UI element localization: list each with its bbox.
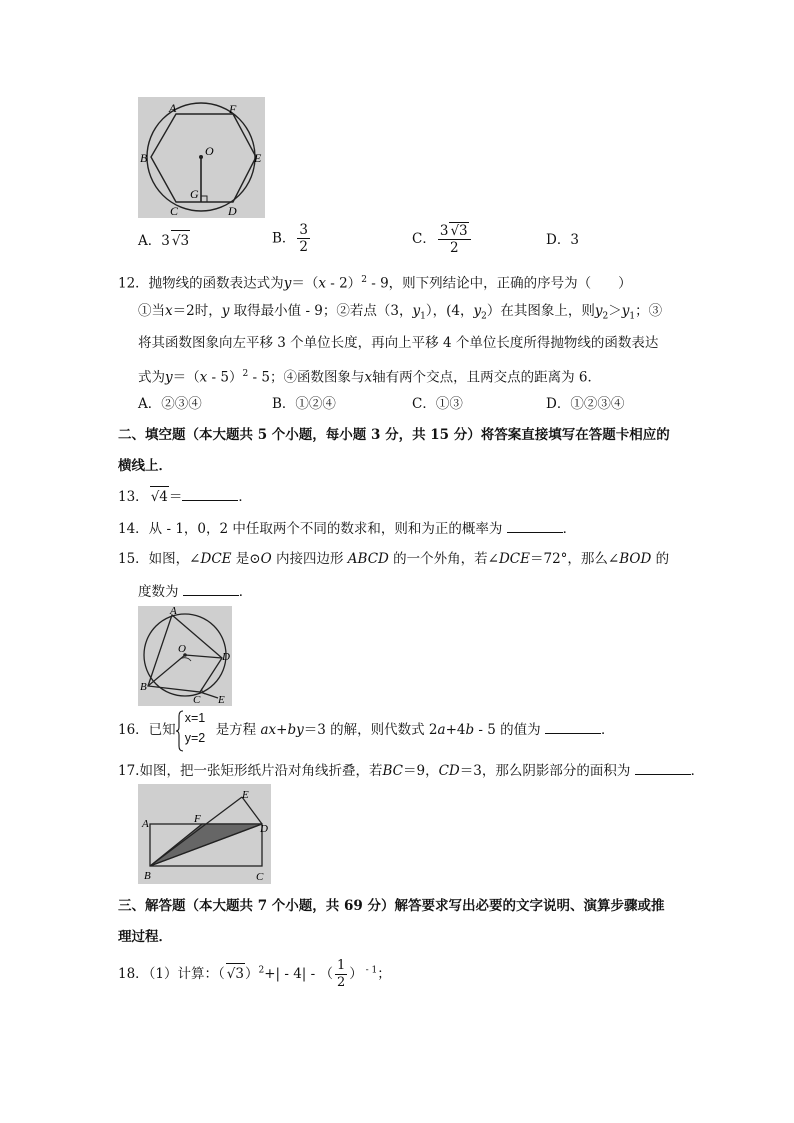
radicand: 3 [459, 223, 468, 239]
q14 [118, 518, 576, 539]
var: a [437, 722, 446, 738]
text: ． [238, 584, 253, 600]
radicand: 4 [159, 489, 168, 505]
sqrt-symbol: √3 [226, 963, 245, 984]
text: 度数为 [138, 584, 183, 600]
option-letter: B． [272, 230, 296, 247]
label-E: E [254, 151, 262, 165]
text: ；③ [635, 303, 663, 319]
q12-line1 [138, 301, 662, 327]
q16 [118, 710, 615, 745]
var: y [473, 303, 482, 319]
label-G: G [190, 187, 199, 201]
numerator: 3 [299, 222, 309, 238]
fraction [438, 222, 471, 256]
q12-stem [118, 270, 632, 294]
text: - 9，则下列结论中，正确的序号为（ ） [366, 275, 632, 292]
var: DCE [498, 551, 530, 567]
label-D: D [222, 651, 230, 663]
text: 12．抛物线的函数表达式为 [118, 275, 284, 292]
q12-line2: 将其函数图象向左平移 3 个单位长度，再向上平移 4 个单位长度所得抛物线的函数表达 [138, 335, 659, 351]
denominator: 2 [449, 240, 459, 256]
text: 取得最小值 - 9；②若点（3， [229, 303, 413, 319]
option-letter: A． [138, 233, 162, 249]
var: y [221, 303, 230, 319]
text: 16．已知 [118, 722, 176, 738]
text: 13． [118, 489, 149, 505]
folded-rectangle-diagram [138, 784, 271, 884]
q11-option-d [546, 230, 579, 250]
label-C: C [170, 204, 179, 218]
q11-option-c [412, 222, 473, 256]
radicand: 3 [235, 966, 244, 982]
fraction [335, 958, 347, 991]
text: 17.如图，把一张矩形纸片沿对角线折叠，若 [118, 763, 383, 779]
section2-heading-line1: 二、填空题（本大题共 5 个小题，每小题 3 分，共 15 分）将答案直接填写在答题卡相应的 [118, 427, 670, 443]
text: ． [562, 521, 577, 537]
var-x: x [318, 275, 326, 292]
q17 [118, 760, 704, 781]
text: ＞ [608, 303, 622, 319]
label-A: A [142, 818, 149, 830]
var: ax [260, 722, 277, 738]
text: ＝（ [291, 275, 319, 292]
var: BC [382, 763, 403, 779]
text: ＝72°，那么∠ [530, 551, 620, 567]
q12-option-d: D．①②③④ [546, 396, 625, 412]
text: 15．如图，∠ [118, 551, 201, 567]
answer-blank[interactable] [635, 760, 691, 775]
label-A: A [170, 606, 177, 617]
exponent: 2 [258, 965, 265, 976]
q12-option-a: A．②③④ [138, 396, 202, 412]
var: x [199, 369, 208, 386]
var: y [412, 303, 421, 319]
text: ＝3 的解，则代数式 2 [303, 722, 438, 738]
exponent: 2 [242, 369, 249, 379]
var: y [621, 303, 630, 319]
label-A: A [169, 101, 177, 115]
text: ； [377, 966, 391, 982]
fraction [297, 222, 310, 255]
var: y [165, 369, 173, 386]
text: 的 [651, 551, 670, 567]
text: ）在其图象上，则 [486, 303, 595, 319]
text: + [276, 722, 288, 738]
radicand: 3 [180, 233, 190, 249]
text: ． [238, 489, 252, 505]
label-O: O [205, 144, 214, 158]
var: O [260, 551, 272, 567]
option-letter: C． [412, 231, 436, 247]
exponent: 2 [361, 275, 367, 285]
q13 [118, 486, 252, 507]
q15-figure [138, 606, 232, 706]
coefficient: 3 [439, 223, 449, 239]
q18 [118, 958, 391, 991]
sqrt-symbol: √3 [171, 230, 190, 251]
text: +4 [445, 722, 466, 738]
text: - 5；④函数图象与 [248, 369, 365, 386]
q12-option-b: B．①②④ [272, 396, 336, 412]
var: b [465, 722, 475, 738]
cyclic-quadrilateral-diagram [138, 606, 232, 706]
var-y: y [283, 275, 292, 292]
numerator: 1 [337, 958, 346, 973]
text: - 2） [325, 275, 362, 292]
section2-heading-line2: 横线上． [118, 458, 172, 474]
option-value: 3 [570, 232, 579, 248]
text: 轴有两个交点，且两交点的距离为 6． [372, 369, 601, 386]
answer-blank[interactable] [182, 486, 238, 501]
text: 18．（1）计算：（ [118, 966, 225, 982]
exponent: - 1 [362, 965, 378, 976]
text: - 5） [207, 369, 243, 386]
q11-option-b [272, 222, 312, 255]
text: - 5 的值为 [474, 722, 545, 738]
text: ＝3，那么阴影部分的面积为 [459, 763, 635, 779]
var: x [364, 369, 373, 386]
brace-icon [176, 710, 184, 752]
label-C: C [193, 694, 201, 706]
q12-line3 [138, 364, 601, 388]
text: 内接四边形 [271, 551, 348, 567]
label-F: F [229, 102, 237, 116]
label-D: D [260, 823, 268, 835]
label-D: D [228, 204, 237, 218]
q11-figure [138, 97, 265, 218]
text: ），(4， [425, 303, 474, 319]
label-E: E [218, 694, 225, 706]
label-B: B [140, 151, 148, 165]
equation-system [176, 710, 216, 745]
text: 是⊙ [231, 551, 261, 567]
subscript: 1 [420, 311, 426, 322]
answer-blank[interactable] [545, 719, 601, 734]
option-letter: D． [546, 232, 571, 248]
system-line-2: y=2 [184, 730, 206, 745]
var: ABCD [347, 551, 389, 567]
q15-line1 [118, 549, 669, 569]
var: DCE [200, 551, 232, 567]
text: 14．从 - 1，0，2 中任取两个不同的数求和，则和为正的概率为 [118, 521, 507, 537]
label-B: B [144, 870, 151, 882]
q15-line2 [138, 581, 252, 602]
label-E: E [242, 789, 249, 801]
hexagon-circle-diagram [138, 97, 265, 218]
var: BOD [619, 551, 652, 567]
label-F: F [194, 813, 201, 825]
subscript: 1 [629, 311, 636, 322]
text: ） [244, 966, 259, 982]
section3-heading-line2: 理过程． [118, 929, 172, 945]
label-C: C [256, 871, 264, 883]
var: x [165, 303, 173, 319]
numerator [438, 222, 471, 240]
var: by [287, 722, 304, 738]
q11-option-a [138, 230, 190, 251]
section3-heading-line1: 三、解答题（本大题共 7 个小题，共 69 分）解答要求写出必要的文字说明、演算步骤或推 [118, 898, 665, 914]
label-B: B [140, 681, 147, 693]
var: y [594, 303, 603, 319]
text: 的一个外角，若∠ [388, 551, 499, 567]
denominator: 2 [337, 975, 346, 990]
sqrt-symbol: √4 [150, 486, 169, 507]
text: 是方程 [215, 722, 261, 738]
text: ． [690, 763, 705, 779]
answer-blank[interactable] [183, 581, 239, 596]
q17-figure [138, 784, 271, 884]
text: 式为 [138, 369, 165, 386]
option-coefficient: 3 [161, 233, 170, 249]
label-O: O [178, 643, 186, 655]
text: ＝9， [403, 763, 439, 779]
subscript: 2 [602, 311, 609, 322]
sqrt-symbol: √3 [450, 223, 468, 239]
var: CD [438, 763, 460, 779]
text: ＝ [168, 489, 183, 505]
text: ＝2时， [172, 303, 222, 319]
subscript: 2 [481, 311, 487, 322]
text: ①当 [138, 303, 165, 319]
text: ） [349, 966, 363, 982]
answer-blank[interactable] [507, 518, 563, 533]
text: +| - 4| - （ [264, 966, 334, 982]
text: ． [600, 722, 615, 738]
system-line-1: x=1 [184, 710, 206, 725]
q12-option-c: C．①③ [412, 396, 463, 412]
text: ＝（ [172, 369, 200, 386]
denominator: 2 [299, 239, 309, 255]
